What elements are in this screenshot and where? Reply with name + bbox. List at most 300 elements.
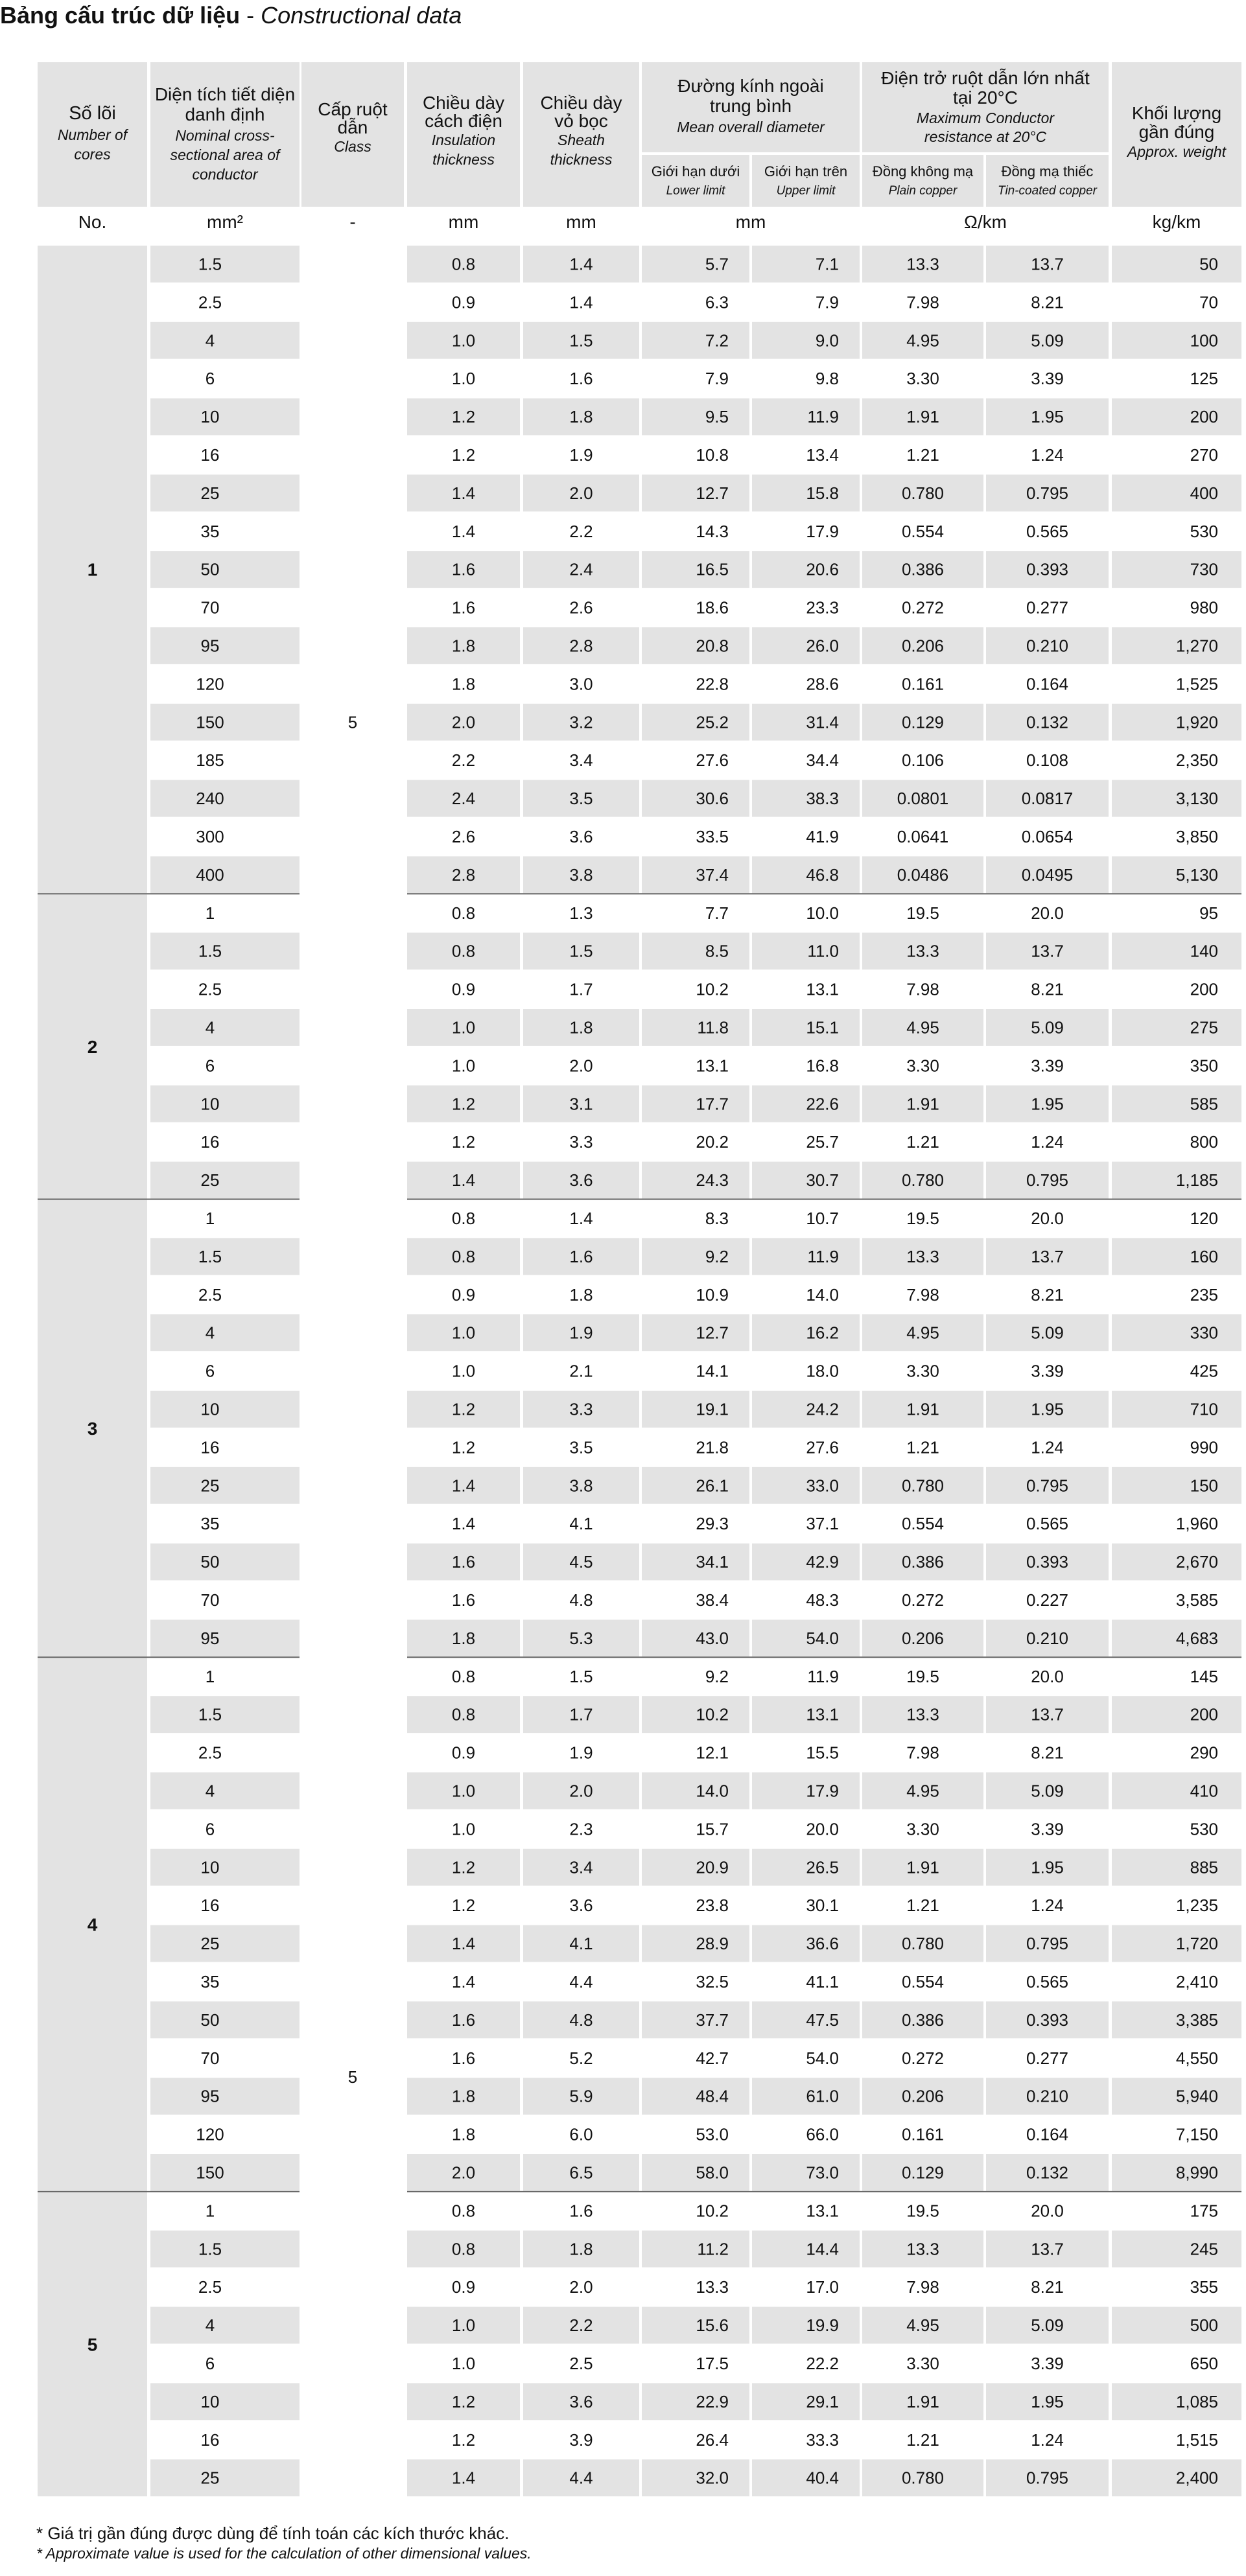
table-cell: 47.5 [806,2010,839,2030]
cores-value: 4 [87,1914,98,1935]
header-label-vi: Khối lượng [1131,103,1222,123]
table-cell: 13.3 [906,1246,939,1266]
table-cell: 16 [200,1132,220,1152]
table-cell: 5.9 [569,2086,593,2106]
table-cell: 0.393 [1026,2010,1069,2030]
table-cell: 4.95 [906,1017,939,1038]
table-cell: 0.795 [1026,1476,1069,1496]
table-cell: 800 [1190,1132,1218,1152]
table-cell: 25 [200,1934,220,1954]
table-cell: 1.91 [906,1399,939,1419]
table-cell: 3.6 [569,2391,593,2411]
row-shade [150,2001,300,2038]
table-cell: 34.1 [696,1552,729,1572]
table-cell: 1.5 [569,1666,593,1686]
table-cell: 1.21 [906,445,939,465]
header-label-en: thickness [550,151,613,168]
header-label-vi: tại 20°C [953,87,1018,108]
table-cell: 1.5 [198,2239,222,2259]
unit-area: mm² [207,212,243,232]
table-cell: 1.24 [1031,1132,1064,1152]
table-cell: 0.164 [1026,674,1069,694]
table-cell: 10.7 [806,1208,839,1228]
table-cell: 1.6 [569,369,593,389]
table-cell: 1.21 [906,2430,939,2450]
table-cell: 22.2 [806,2353,839,2373]
table-cell: 19.5 [906,1666,939,1686]
table-cell: 0.8 [451,2201,476,2221]
table-cell: 3.30 [906,2353,939,2373]
row-shade [1112,1467,1241,1504]
unit-resistance: Ω/km [963,212,1007,232]
row-shade [150,474,300,511]
table-cell: 5.3 [569,1628,593,1648]
header-label-vi: Cấp ruột [318,99,388,119]
table-cell: 13.3 [696,2277,729,2297]
row-shade [150,856,300,893]
table-cell: 1.8 [569,2239,593,2259]
row-shade [1112,1849,1241,1886]
table-cell: 2.6 [569,598,593,618]
header-label-en: Mean overall diameter [677,119,825,135]
table-cell: 1.0 [451,1781,476,1801]
table-cell: 0.210 [1026,1628,1069,1648]
table-cell: 1,920 [1175,712,1218,732]
table-cell: 0.8 [451,1666,476,1686]
table-cell: 20.0 [1031,903,1064,923]
table-cell: 0.277 [1026,598,1069,618]
table-cell: 24.3 [696,1170,729,1190]
title-separator: - [240,2,261,29]
row-shade [1112,1772,1241,1809]
table-cell: 95 [1199,903,1218,923]
table-cell: 1,085 [1175,2391,1218,2411]
table-cell: 2.4 [569,559,593,579]
table-cell: 50 [200,559,220,579]
table-cell: 2.0 [569,1056,593,1076]
header-label-en: Insulation [431,132,496,148]
table-cell: 16.2 [806,1323,839,1343]
table-cell: 70 [200,1590,220,1610]
table-cell: 25 [200,483,220,503]
table-cell: 1.95 [1031,2391,1064,2411]
table-cell: 4.5 [569,1552,593,1572]
row-shade [150,1162,300,1199]
table-cell: 185 [196,750,224,771]
table-cell: 1.7 [569,1704,593,1724]
table-cell: 19.5 [906,2201,939,2221]
table-cell: 1.5 [198,1704,222,1724]
table-cell: 10 [200,407,220,427]
table-cell: 37.7 [696,2010,729,2030]
row-shade [752,246,860,283]
table-cell: 1.95 [1031,1857,1064,1877]
table-cell: 4,683 [1175,1628,1218,1648]
table-cell: 4,550 [1175,2048,1218,2068]
table-cell: 1.2 [451,2391,476,2411]
table-cell: 4.4 [569,1971,593,1991]
header-label-vi: Đồng không mạ [872,163,974,180]
table-cell: 1.2 [451,2430,476,2450]
table-cell: 1.4 [451,1934,476,1954]
table-cell: 30.7 [806,1170,839,1190]
table-cell: 66.0 [806,2124,839,2144]
table-cell: 2.5 [198,292,222,312]
table-cell: 1.0 [451,1819,476,1839]
table-cell: 0.393 [1026,1552,1069,1572]
table-cell: 30.6 [696,789,729,809]
table-cell: 9.2 [705,1666,729,1686]
row-shade [150,551,300,588]
table-cell: 0.106 [901,750,945,771]
table-cell: 3,850 [1175,826,1218,846]
table-cell: 2.0 [569,2277,593,2297]
table-cell: 11.2 [697,2239,729,2259]
table-cell: 6 [205,369,215,389]
unit-diameter: mm [735,212,766,232]
table-cell: 61.0 [806,2086,839,2106]
table-cell: 2.0 [451,2163,476,2183]
table-cell: 6 [205,1819,215,1839]
table-cell: 4 [205,331,215,351]
table-cell: 0.277 [1026,2048,1069,2068]
header-label-en: Class [334,138,371,155]
table-cell: 58.0 [696,2163,729,2183]
table-cell: 1.0 [451,2315,476,2336]
table-cell: 41.1 [806,1971,839,1991]
table-cell: 1.4 [451,2468,476,2488]
table-cell: 4 [205,1781,215,1801]
table-cell: 36.6 [806,1934,839,1954]
table-cell: 2,350 [1175,750,1218,771]
table-cell: 20.0 [806,1819,839,1839]
table-cell: 16.5 [696,559,729,579]
table-cell: 8,990 [1175,2163,1218,2183]
table-cell: 0.9 [451,292,476,312]
table-cell: 0.0495 [1021,864,1074,885]
row-shade [1112,2307,1241,2344]
table-cell: 5.09 [1031,1781,1064,1801]
row-shade [752,1238,860,1275]
table-cell: 29.3 [696,1514,729,1534]
table-cell: 3.3 [569,1132,593,1152]
row-shade [1112,322,1241,359]
row-shade [150,2154,300,2191]
table-cell: 0.780 [901,1476,945,1496]
table-cell: 73.0 [806,2163,839,2183]
cores-value: 3 [87,1418,98,1439]
table-cell: 22.8 [696,674,729,694]
table-cell: 15.6 [696,2315,729,2336]
table-cell: 1.21 [906,1437,939,1457]
table-cell: 1.0 [451,1323,476,1343]
table-cell: 1.5 [569,331,593,351]
table-cell: 16 [200,445,220,465]
table-cell: 1.2 [451,1857,476,1877]
header-label-vi: danh định [185,104,265,124]
table-cell: 0.565 [1026,1971,1069,1991]
table-cell: 4 [205,1017,215,1038]
table-cell: 8.21 [1031,2277,1064,2297]
row-shade [1112,1085,1241,1122]
header-label-en: conductor [192,166,258,183]
table-cell: 5.09 [1031,2315,1064,2336]
table-cell: 0.795 [1026,483,1069,503]
table-cell: 1.6 [451,2048,476,2068]
table-cell: 990 [1190,1437,1218,1457]
header-label-en: Upper limit [776,184,836,198]
table-cell: 500 [1190,2315,1218,2336]
table-cell: 17.9 [806,521,839,541]
table-cell: 2.2 [569,521,593,541]
table-cell: 1.5 [198,254,222,274]
table-cell: 7,150 [1175,2124,1218,2144]
table-cell: 10.2 [696,979,729,999]
row-shade [150,1009,300,1046]
table-cell: 70 [1199,292,1218,312]
table-cell: 32.5 [696,1971,729,1991]
table-cell: 1.0 [451,1361,476,1381]
row-shade [150,704,300,741]
unit-sheath: mm [566,212,596,232]
table-cell: 43.0 [696,1628,729,1648]
table-cell: 0.9 [451,1284,476,1305]
header-label-vi: Giới hạn trên [764,163,848,180]
table-cell: 20.8 [696,636,729,656]
row-shade [150,2231,300,2268]
table-cell: 2.0 [569,1781,593,1801]
table-cell: 1.0 [451,2353,476,2373]
row-shade [642,2231,749,2268]
table-cell: 13.7 [1031,1704,1064,1724]
table-cell: 730 [1190,559,1218,579]
table-cell: 1,720 [1175,1934,1218,1954]
table-cell: 11.9 [807,1666,839,1686]
table-cell: 1.24 [1031,2430,1064,2450]
table-cell: 7.9 [815,292,839,312]
table-cell: 15.7 [696,1819,729,1839]
table-cell: 1.21 [906,1896,939,1916]
table-cell: 3.6 [569,1170,593,1190]
table-cell: 50 [200,2010,220,2030]
table-cell: 1.0 [451,1017,476,1038]
table-cell: 11.0 [807,941,839,961]
table-cell: 7.9 [705,369,729,389]
table-cell: 330 [1190,1323,1218,1343]
table-cell: 275 [1190,1017,1218,1038]
table-cell: 54.0 [806,1628,839,1648]
row-shade [150,1544,300,1581]
table-cell: 0.565 [1026,1514,1069,1534]
table-cell: 0.780 [901,1934,945,1954]
header-label-en: resistance at 20°C [924,128,1047,145]
table-cell: 35 [200,1514,220,1534]
table-cell: 240 [196,789,224,809]
table-cell: 1.95 [1031,407,1064,427]
table-cell: 3.2 [569,712,593,732]
table-cell: 0.0801 [897,789,949,809]
table-cell: 0.108 [1026,750,1069,771]
table-cell: 3.39 [1031,1056,1064,1076]
table-cell: 1.4 [451,1971,476,1991]
table-cell: 35 [200,521,220,541]
table-cell: 175 [1190,2201,1218,2221]
table-cell: 0.386 [901,1552,945,1572]
table-cell: 1.6 [451,1552,476,1572]
table-cell: 0.795 [1026,1170,1069,1190]
header-label-en: Maximum Conductor [916,110,1055,126]
table-cell: 10.8 [696,445,729,465]
table-cell: 120 [196,2124,224,2144]
table-cell: 19.5 [906,1208,939,1228]
header-label-vi: Diện tích tiết diện [154,84,296,104]
table-cell: 7.98 [906,2277,939,2297]
header-label-en: Nominal cross- [175,127,275,144]
row-shade [150,1467,300,1504]
table-cell: 7.98 [906,292,939,312]
table-cell: 11.8 [697,1017,729,1038]
table-cell: 0.161 [901,674,945,694]
table-cell: 1.4 [451,483,476,503]
table-cell: 1.24 [1031,445,1064,465]
table-cell: 14.0 [806,1284,839,1305]
table-cell: 1.9 [569,445,593,465]
row-shade [1112,474,1241,511]
table-cell: 1.8 [569,1017,593,1038]
row-shade [1112,1314,1241,1351]
table-cell: 2,410 [1175,1971,1218,1991]
table-cell: 120 [196,674,224,694]
table-cell: 29.1 [806,2391,839,2411]
table-cell: 7.98 [906,1743,939,1763]
table-cell: 20.0 [1031,1666,1064,1686]
table-cell: 1.4 [569,292,593,312]
table-cell: 13.3 [906,2239,939,2259]
row-shade [150,780,300,817]
table-cell: 18.6 [696,598,729,618]
table-cell: 20.2 [696,1132,729,1152]
table-cell: 3.30 [906,1819,939,1839]
header-label-vi: Đồng mạ thiếc [1001,163,1094,180]
table-cell: 5,130 [1175,864,1218,885]
table-cell: 3,130 [1175,789,1218,809]
table-cell: 3.6 [569,826,593,846]
table-cell: 6.5 [569,2163,593,2183]
table-cell: 1.21 [906,1132,939,1152]
row-shade [150,1619,300,1656]
table-cell: 95 [200,2086,220,2106]
table-cell: 3.5 [569,1437,593,1457]
header-label-en: cores [74,146,111,163]
table-cell: 3.3 [569,1399,593,1419]
table-cell: 140 [1190,941,1218,961]
table-cell: 4 [205,2315,215,2336]
table-cell: 13.4 [806,445,839,465]
table-cell: 95 [200,636,220,656]
table-cell: 3.30 [906,1056,939,1076]
table-cell: 53.0 [696,2124,729,2144]
table-cell: 48.3 [806,1590,839,1610]
table-cell: 1.95 [1031,1094,1064,1114]
table-cell: 10.2 [696,2201,729,2221]
table-cell: 1.2 [451,1399,476,1419]
table-cell: 2.5 [198,1743,222,1763]
header-label-en: Number of [57,126,128,143]
header-label-en: Sheath [558,132,605,148]
table-cell: 0.386 [901,559,945,579]
table-cell: 8.21 [1031,1743,1064,1763]
table-cell: 14.4 [806,2239,839,2259]
table-cell: 5.2 [569,2048,593,2068]
table-cell: 2.5 [198,1284,222,1305]
table-cell: 6 [205,1361,215,1381]
table-cell: 4.1 [569,1934,593,1954]
table-cell: 245 [1190,2239,1218,2259]
table-cell: 1.6 [569,2201,593,2221]
table-cell: 8.21 [1031,979,1064,999]
table-cell: 0.8 [451,1704,476,1724]
table-cell: 1.91 [906,1094,939,1114]
table-cell: 19.1 [696,1399,729,1419]
table-cell: 12.7 [696,1323,729,1343]
table-cell: 26.5 [806,1857,839,1877]
table-cell: 0.8 [451,941,476,961]
table-cell: 30.1 [806,1896,839,1916]
table-cell: 1,270 [1175,636,1218,656]
table-cell: 0.8 [451,1208,476,1228]
table-cell: 34.4 [806,750,839,771]
table-cell: 4.95 [906,1781,939,1801]
table-cell: 1.8 [451,2086,476,2106]
table-cell: 27.6 [806,1437,839,1457]
table-cell: 10.0 [806,903,839,923]
table-cell: 5.09 [1031,1323,1064,1343]
row-shade [150,1314,300,1351]
header-label-vi: Số lõi [69,103,116,124]
header-label-en: sectional area of [170,146,280,163]
table-cell: 13.3 [906,1704,939,1724]
table-cell: 7.2 [705,331,729,351]
table-cell: 200 [1190,1704,1218,1724]
header-label-vi: Giới hạn dưới [651,163,740,180]
table-cell: 8.21 [1031,1284,1064,1305]
cores-value: 1 [87,559,98,580]
table-cell: 0.565 [1026,521,1069,541]
header-label-en: Tin-coated copper [998,184,1097,198]
table-cell: 2.2 [451,750,476,771]
table-cell: 7.7 [705,903,729,923]
table-cell: 31.4 [806,712,839,732]
table-cell: 1.0 [451,1056,476,1076]
header-label-vi: vỏ bọc [554,111,608,131]
table-cell: 2.4 [451,789,476,809]
header-label-vi: Đường kính ngoài [677,76,824,96]
table-cell: 1,525 [1175,674,1218,694]
table-cell: 300 [196,826,224,846]
cores-value: 2 [87,1036,98,1057]
table-cell: 25.7 [806,1132,839,1152]
table-cell: 5.09 [1031,1017,1064,1038]
table-cell: 0.132 [1026,2163,1069,2183]
table-cell: 6 [205,1056,215,1076]
table-cell: 23.8 [696,1896,729,1916]
table-cell: 1 [205,1208,215,1228]
table-cell: 2.6 [451,826,476,846]
table-cell: 16.8 [806,1056,839,1076]
title-english: Constructional data [261,2,462,29]
table-cell: 0.272 [901,2048,945,2068]
row-shade [642,399,749,435]
